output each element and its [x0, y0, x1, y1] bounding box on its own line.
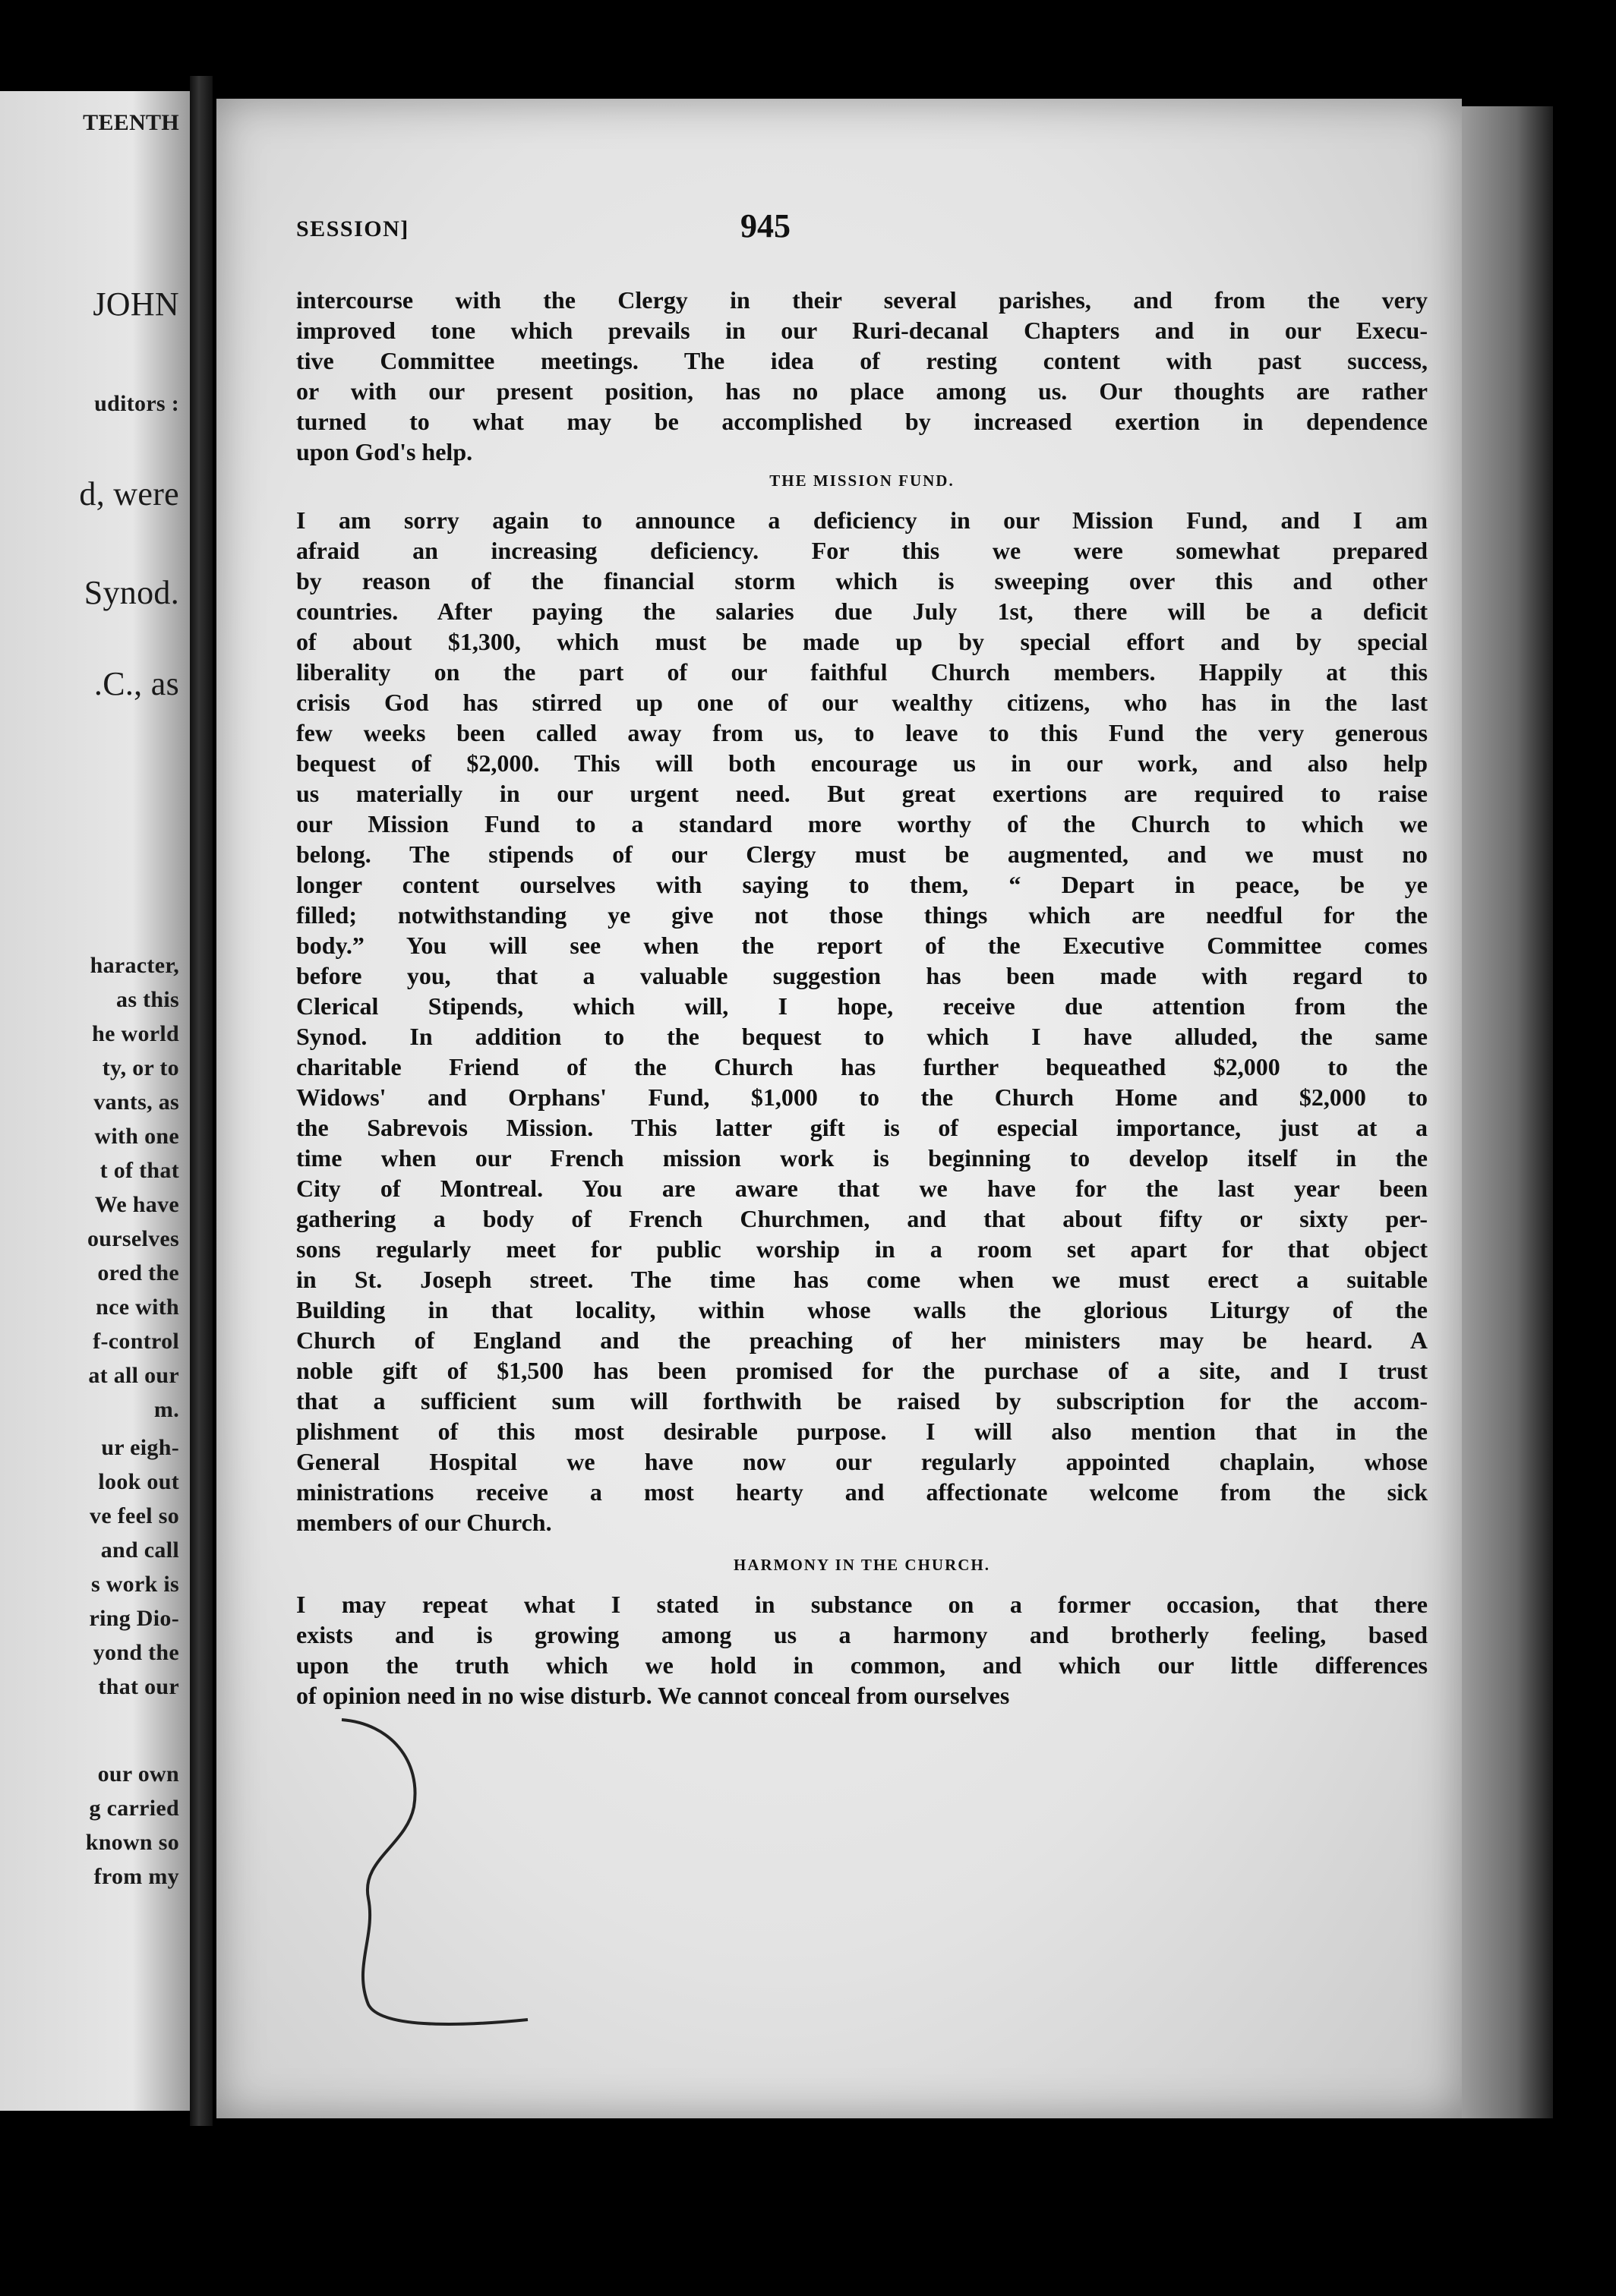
paragraph-line: our Mission Fund to a standard more worthy of the Church to which we: [296, 810, 1428, 837]
left-page-fragment: TEENTH: [83, 110, 179, 135]
left-page-fragment: Synod.: [84, 574, 179, 611]
left-page-fragment: look out: [98, 1469, 179, 1494]
paragraph-line: afraid an increasing deficiency. For this we were somewhat prepared: [296, 537, 1428, 564]
left-page-fragment: t of that: [99, 1158, 179, 1183]
left-facing-page: [0, 91, 190, 2111]
paragraph-line: or with our present position, has no place among us. Our thoughts are rather: [296, 377, 1428, 405]
paragraph-line: I may repeat what I stated in substance on a former occasion, that there: [296, 1591, 1428, 1618]
paragraph-line: Synod. In addition to the bequest to which I have alluded, the same: [296, 1023, 1428, 1050]
paragraph-line: of about $1,300, which must be made up by special effort and by special: [296, 628, 1428, 655]
running-head: SESSION]: [296, 216, 409, 241]
paragraph-line: exists and is growing among us a harmony and brotherly feeling, based: [296, 1621, 1428, 1648]
paragraph-line: I am sorry again to announce a deficiency in our Mission Fund, and I am: [296, 506, 1428, 534]
left-page-fragment: haracter,: [90, 953, 179, 978]
page-edge-shadow: [1462, 106, 1553, 2118]
paragraph-line: belong. The stipends of our Clergy must be augmented, and we must no: [296, 840, 1428, 868]
paragraph-line: Church of England and the preaching of her ministers may be heard. A: [296, 1326, 1428, 1354]
paragraph-line: by reason of the financial storm which is sweeping over this and other: [296, 567, 1428, 594]
left-page-fragment: nce with: [96, 1295, 179, 1320]
book-gutter: [190, 76, 213, 2126]
left-page-fragment: d, were: [79, 475, 179, 512]
paragraph-line: improved tone which prevails in our Ruri-decanal Chapters and in our Execu-: [296, 317, 1428, 344]
paragraph-line: bequest of $2,000. This will both encourage us in our work, and also help: [296, 749, 1428, 777]
left-page-fragment: as this: [116, 987, 179, 1012]
left-page-fragment: ring Dio-: [89, 1606, 179, 1631]
paragraph-line: liberality on the part of our faithful Church members. Happily at this: [296, 658, 1428, 686]
left-page-fragment: ourselves: [87, 1226, 179, 1251]
left-page-fragment: ty, or to: [102, 1055, 179, 1080]
paragraph-line: tive Committee meetings. The idea of resting content with past success,: [296, 347, 1428, 374]
left-page-fragment: our own: [97, 1761, 179, 1787]
paragraph-line: that a sufficient sum will forthwith be raised by subscription for the accom-: [296, 1387, 1428, 1414]
paragraph-line: longer content ourselves with saying to them, “ Depart in peace, be ye: [296, 871, 1428, 898]
left-page-fragment: We have: [94, 1192, 179, 1217]
left-page-fragment: vants, as: [93, 1090, 179, 1115]
left-page-fragment: ored the: [97, 1260, 179, 1285]
left-page-fragment: g carried: [89, 1796, 179, 1821]
pencil-bracket-mark: [338, 1716, 535, 2035]
left-page-fragment: that our: [98, 1674, 179, 1699]
paragraph-line: crisis God has stirred up one of our wealthy citizens, who has in the last: [296, 689, 1428, 716]
left-page-fragment: at all our: [88, 1363, 179, 1388]
paragraph-line: turned to what may be accomplished by increased exertion in dependence: [296, 408, 1428, 435]
paragraph-line: gathering a body of French Churchmen, and that about fifty or sixty per-: [296, 1205, 1428, 1232]
left-page-fragment: s work is: [90, 1572, 179, 1597]
paragraph-line: upon God's help.: [296, 438, 473, 465]
paragraph-line: Widows' and Orphans' Fund, $1,000 to the Church Home and $2,000 to: [296, 1083, 1428, 1111]
left-page-fragment: and call: [100, 1538, 179, 1563]
paragraph-line: Clerical Stipends, which will, I hope, receive due attention from the: [296, 992, 1428, 1020]
paragraph-line: General Hospital we have now our regularly appointed chaplain, whose: [296, 1448, 1428, 1475]
main-page: [216, 99, 1462, 2118]
page-number: 945: [740, 207, 791, 244]
paragraph-line: in St. Joseph street. The time has come when we must erect a suitable: [296, 1266, 1428, 1293]
paragraph-line: Building in that locality, within whose walls the glorious Liturgy of the: [296, 1296, 1428, 1323]
paragraph-line: filled; notwithstanding ye give not those things which are needful for the: [296, 901, 1428, 929]
left-page-fragment: uditors :: [94, 391, 179, 416]
left-page-fragment: from my: [93, 1864, 179, 1889]
paragraph-line: intercourse with the Clergy in their several parishes, and from the very: [296, 286, 1428, 314]
paragraph-line: plishment of this most desirable purpose. I will also mention that in the: [296, 1418, 1428, 1445]
left-page-fragment: m.: [153, 1397, 179, 1422]
left-page-fragment: known so: [85, 1830, 179, 1855]
paragraph-line: ministrations receive a most hearty and affectionate welcome from the sick: [296, 1478, 1428, 1506]
paragraph-line: before you, that a valuable suggestion has been made with regard to: [296, 962, 1428, 989]
section-heading-harmony: HARMONY IN THE CHURCH.: [733, 1556, 990, 1574]
paragraph-line: time when our French mission work is beginning to develop itself in the: [296, 1144, 1428, 1172]
left-page-fragment: with one: [94, 1124, 179, 1149]
paragraph-line: body.” You will see when the report of the Executive Committee comes: [296, 932, 1428, 959]
left-page-fragment: .C., as: [93, 665, 179, 702]
paragraph-line: City of Montreal. You are aware that we have for the last year been: [296, 1175, 1428, 1202]
paragraph-line: upon the truth which we hold in common, and which our little differences: [296, 1651, 1428, 1679]
paragraph-line: us materially in our urgent need. But great exertions are required to raise: [296, 780, 1428, 807]
left-page-fragment: yond the: [93, 1640, 179, 1665]
left-page-fragment: JOHN: [93, 285, 179, 323]
paragraph-line: charitable Friend of the Church has further bequeathed $2,000 to the: [296, 1053, 1428, 1080]
left-page-fragment: ur eigh-: [101, 1435, 179, 1460]
paragraph-line: sons regularly meet for public worship in a room set apart for that object: [296, 1235, 1428, 1263]
paragraph-line: members of our Church.: [296, 1509, 552, 1536]
paragraph-line: of opinion need in no wise disturb. We cannot conceal from ourselves: [296, 1682, 1010, 1709]
paragraph-line: noble gift of $1,500 has been promised for the purchase of a site, and I trust: [296, 1357, 1428, 1384]
paragraph-line: the Sabrevois Mission. This latter gift is of especial importance, just at a: [296, 1114, 1428, 1141]
section-heading-mission-fund: THE MISSION FUND.: [769, 472, 955, 490]
paragraph-line: few weeks been called away from us, to leave to this Fund the very generous: [296, 719, 1428, 746]
left-page-fragment: he world: [92, 1021, 179, 1046]
left-page-fragment: ve feel so: [90, 1503, 179, 1528]
paragraph-line: countries. After paying the salaries due July 1st, there will be a deficit: [296, 598, 1428, 625]
left-page-fragment: f-control: [93, 1329, 179, 1354]
